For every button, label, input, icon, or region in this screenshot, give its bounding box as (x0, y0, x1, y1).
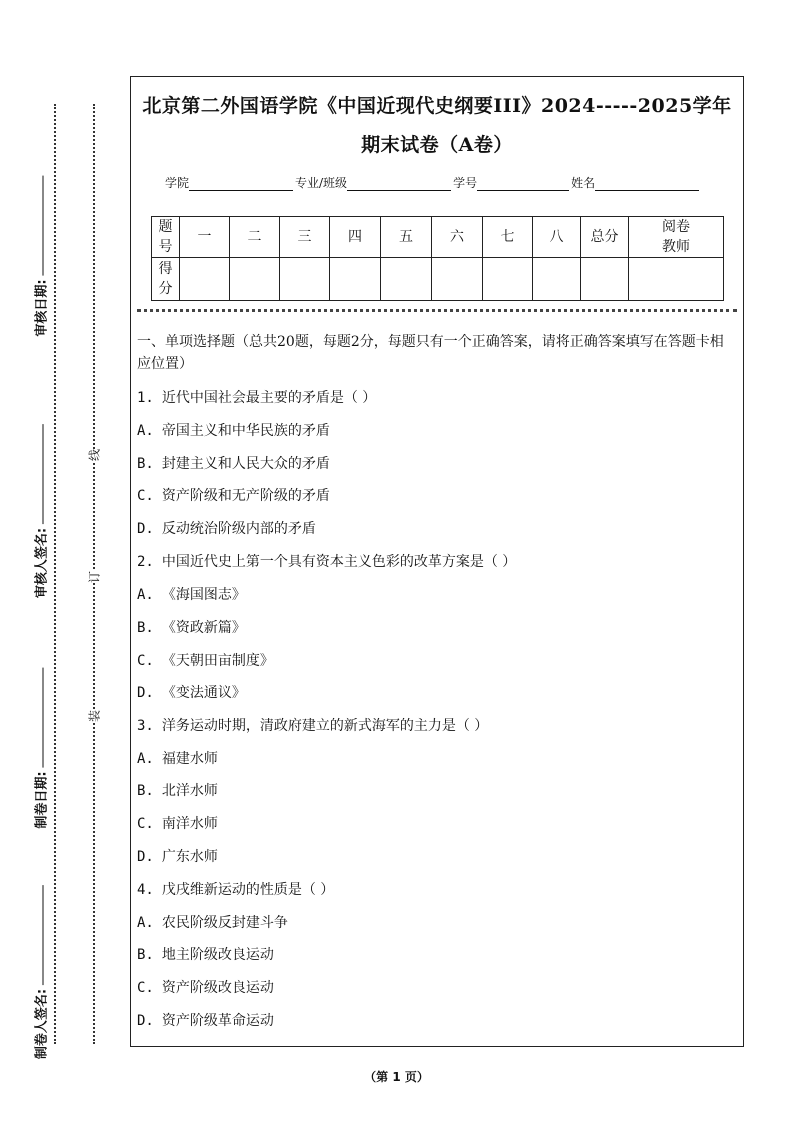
question-number: 4. (137, 882, 154, 898)
reviewer-signature-label (28, 422, 53, 600)
question-stem (137, 715, 488, 735)
question-text: 洋务运动时期，清政府建立的新式海军的主力是（ ） (161, 718, 489, 734)
option-text: 反动统治阶级内部的矛盾 (161, 521, 316, 537)
option-key: C. (137, 653, 154, 669)
option-text: 封建主义和人民大众的矛盾 (161, 456, 330, 472)
answer-option[interactable] (137, 912, 288, 932)
answer-option[interactable] (137, 518, 316, 538)
score-cell[interactable] (432, 258, 483, 301)
question-number: 3. (137, 718, 154, 734)
student-info-row (165, 174, 701, 191)
college-field[interactable] (189, 178, 293, 191)
score-cell[interactable] (533, 258, 581, 301)
answer-option[interactable] (137, 453, 330, 473)
paper-maker-signature-label (28, 883, 53, 1061)
name-label: 姓名 (571, 176, 596, 190)
exam-frame (130, 76, 744, 1047)
reviewer-signature-blank[interactable] (41, 424, 43, 524)
question-number-label: 题号 (152, 217, 180, 258)
option-key: A. (137, 587, 154, 603)
major-class-label: 专业/班级 (295, 176, 348, 190)
student-id-field[interactable] (477, 178, 569, 191)
dotted-divider (137, 309, 737, 315)
review-date-blank[interactable] (41, 175, 43, 275)
option-key: D. (137, 685, 154, 701)
option-key: A. (137, 423, 154, 439)
option-key: C. (137, 980, 154, 996)
cut-mark-pack: 装 (82, 710, 107, 722)
question-stem (137, 551, 516, 571)
review-date-label (28, 173, 53, 338)
score-col-header: 八 (533, 217, 581, 258)
name-field[interactable] (595, 178, 699, 191)
score-cell[interactable] (330, 258, 381, 301)
question-stem (137, 387, 376, 407)
option-key: B. (137, 947, 154, 963)
score-cell-grader[interactable] (629, 258, 724, 301)
college-label: 学院 (165, 176, 190, 190)
option-key: D. (137, 849, 154, 865)
option-text: 资产阶级改良运动 (161, 980, 274, 996)
paper-date-blank[interactable] (41, 667, 43, 767)
answer-option[interactable] (137, 977, 274, 997)
option-key: A. (137, 915, 154, 931)
option-key: C. (137, 488, 154, 504)
option-text: 南洋水师 (161, 816, 218, 832)
option-text: 资产阶级革命运动 (161, 1013, 274, 1029)
answer-option[interactable] (137, 682, 246, 702)
score-row-label: 得分 (152, 258, 180, 301)
review-date-text: 审核日期: (34, 279, 50, 337)
cut-mark-bind: 订 (82, 571, 107, 583)
question-stem (137, 879, 334, 899)
score-cell[interactable] (381, 258, 432, 301)
score-col-header-grader: 阅卷教师 (629, 217, 724, 258)
answer-option[interactable] (137, 944, 274, 964)
question-text: 戊戌维新运动的性质是（ ） (161, 882, 335, 898)
option-text: 地主阶级改良运动 (161, 947, 274, 963)
option-key: D. (137, 1013, 154, 1029)
score-cell[interactable] (280, 258, 330, 301)
major-class-field[interactable] (347, 178, 451, 191)
paper-date-text: 制卷日期: (34, 771, 50, 829)
option-text: 资产阶级和无产阶级的矛盾 (161, 488, 330, 504)
option-text: 农民阶级反封建斗争 (161, 915, 288, 931)
paper-date-label (28, 665, 53, 830)
reviewer-signature-text: 审核人签名: (34, 527, 50, 599)
answer-option[interactable] (137, 780, 218, 800)
answer-option[interactable] (137, 1010, 274, 1030)
student-id-label: 学号 (453, 176, 478, 190)
paper-maker-signature-text: 制卷人签名: (34, 988, 50, 1060)
option-key: B. (137, 456, 154, 472)
question-number: 1. (137, 390, 154, 406)
score-cell-total[interactable] (581, 258, 629, 301)
answer-option[interactable] (137, 485, 330, 505)
score-col-header: 五 (381, 217, 432, 258)
score-col-header-total: 总分 (581, 217, 629, 258)
option-key: D. (137, 521, 154, 537)
option-key: A. (137, 751, 154, 767)
question-text: 中国近代史上第一个具有资本主义色彩的改革方案是（ ） (161, 554, 517, 570)
score-cell[interactable] (180, 258, 230, 301)
option-text: 《天朝田亩制度》 (161, 653, 274, 669)
answer-option[interactable] (137, 650, 274, 670)
option-text: 《变法通议》 (161, 685, 246, 701)
exam-subtitle: 期末试卷（A卷） (361, 134, 513, 156)
score-col-header: 三 (280, 217, 330, 258)
score-col-header: 一 (180, 217, 230, 258)
answer-option[interactable] (137, 846, 218, 866)
option-text: 福建水师 (161, 751, 218, 767)
option-text: 帝国主义和中华民族的矛盾 (161, 423, 330, 439)
score-cell[interactable] (230, 258, 280, 301)
score-cell[interactable] (483, 258, 533, 301)
answer-option[interactable] (137, 584, 246, 604)
score-col-header: 七 (483, 217, 533, 258)
option-key: B. (137, 620, 154, 636)
binding-dotted-line-outer (54, 104, 56, 1044)
page-number: （第 1 页） (364, 1070, 429, 1084)
option-text: 《资政新篇》 (161, 620, 246, 636)
option-text: 广东水师 (161, 849, 218, 865)
score-col-header: 六 (432, 217, 483, 258)
paper-maker-signature-blank[interactable] (41, 885, 43, 985)
option-text: 北洋水师 (161, 783, 218, 799)
cut-mark-line: 线 (82, 449, 107, 461)
section-heading: 一、单项选择题（总共20题，每题2分，每题只有一个正确答案，请将正确答案填写在答题卡相应位置） (137, 334, 724, 372)
answer-option[interactable] (137, 617, 246, 637)
score-col-header: 四 (330, 217, 381, 258)
option-key: B. (137, 783, 154, 799)
answer-option[interactable] (137, 813, 218, 833)
answer-option[interactable] (137, 420, 330, 440)
answer-option[interactable] (137, 748, 218, 768)
option-key: C. (137, 816, 154, 832)
score-col-header: 二 (230, 217, 280, 258)
score-table-score-row (152, 258, 724, 301)
question-number: 2. (137, 554, 154, 570)
option-text: 《海国图志》 (161, 587, 246, 603)
exam-title: 北京第二外国语学院《中国近现代史纲要III》2024-----2025学年 (142, 95, 732, 117)
score-table (151, 216, 724, 301)
question-text: 近代中国社会最主要的矛盾是（ ） (161, 390, 377, 406)
score-table-header-row (152, 217, 724, 258)
